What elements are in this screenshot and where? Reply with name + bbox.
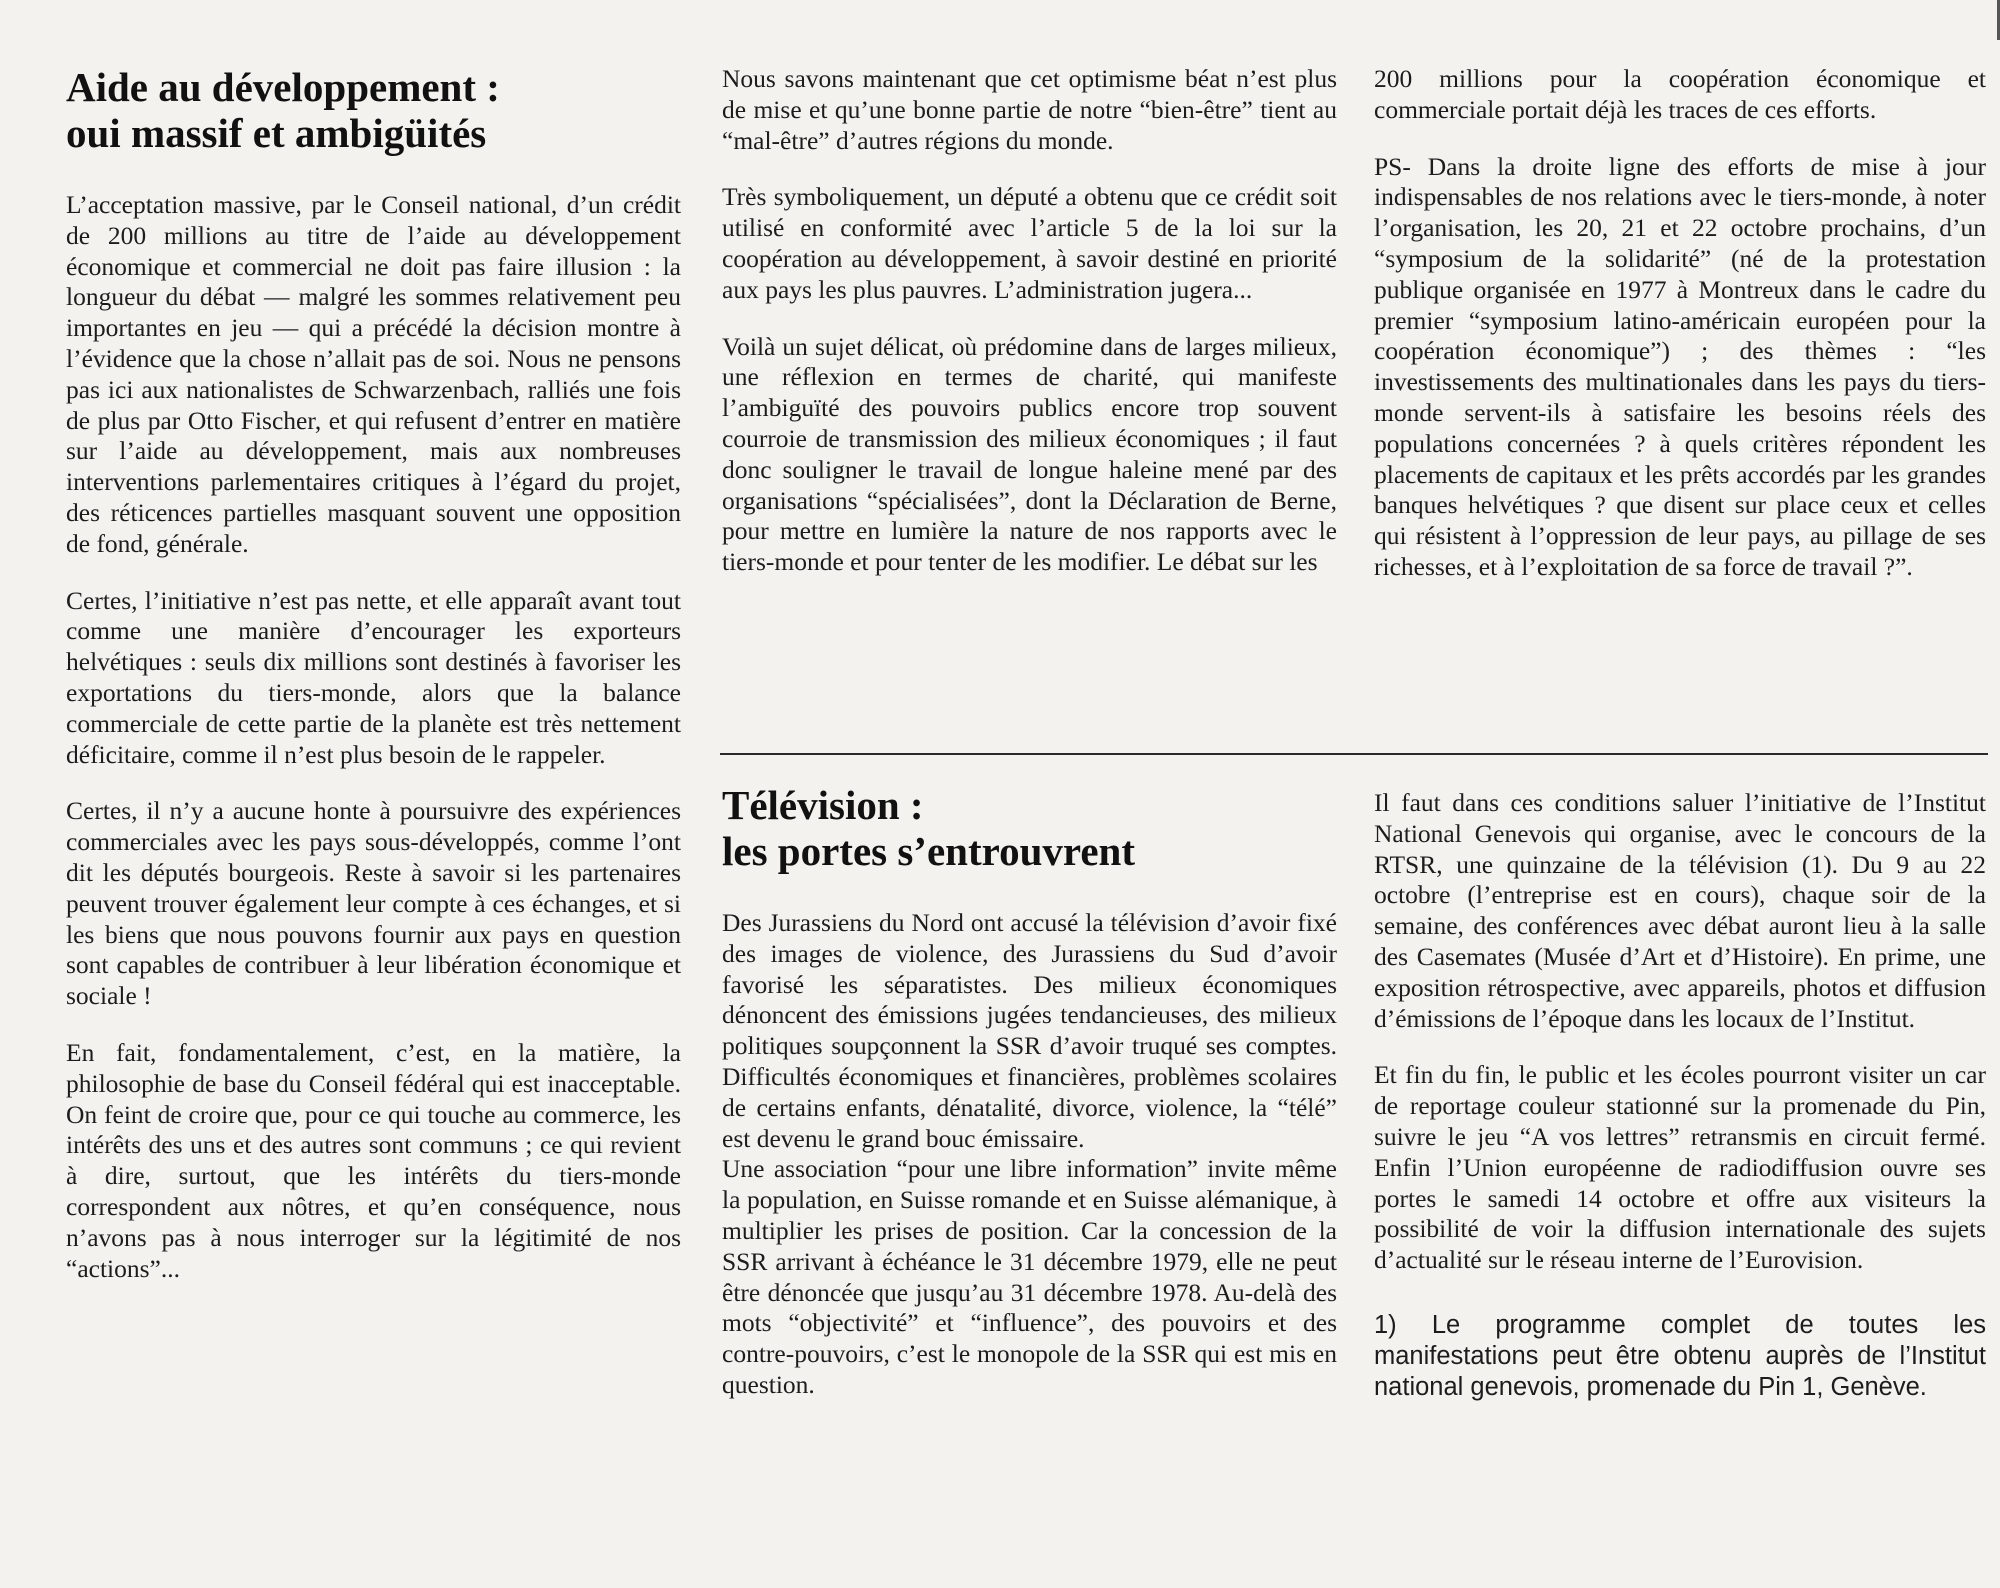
paragraph: L’acceptation massive, par le Conseil national, d’un crédit de 200 millions au titre de l’aide au développement économique et commercial ne doit pas faire illusion : la longueur du débat — malgré les sommes relativement peu importantes en jeu — qui a précédé la décision montre à l’évidence que la chose n’allait pas de soi. Nous ne pensons pas ici aux nationalistes de Schwarzenbach, ralliés une fois de plus par Otto Fischer, et qui refusent d’entrer en matière sur l’aide au développement, mais aux nombreuses interventions parlementaires critiques à l’égard du projet, des réticences partielles masquant souvent une opposition de fond, générale. xyxy=(66,190,681,558)
headline-line-1: Télévision : xyxy=(722,782,924,828)
paragraph: Des Jurassiens du Nord ont accusé la télévision d’avoir fixé des images de violence, des Jurassiens du Sud d’avoir favorisé les séparatistes. Des milieux économiques dénoncent des émissions jugées tendancieuses, des milieux politiques soupçonnent la SSR d’avoir truqué ses comptes. Difficultés économiques et financières, problèmes scolaires de certains enfants, dénatalité, divorce, violence, la “télé” est devenu le grand bouc émissaire. xyxy=(722,908,1337,1153)
article-aide-column-1 xyxy=(66,64,681,1284)
article-television-headline xyxy=(722,782,1337,874)
paragraph: Voilà un sujet délicat, où prédomine dans de larges milieux, une réflexion en termes de charité, qui manifeste l’ambiguïté des pouvoirs publics encore trop souvent courroie de transmission des milieux économiques ; il faut donc souligner le travail de longue haleine mené par des organisations “spécialisées”, dont la Déclaration de Berne, pour mettre en lumière la nature de nos rapports avec le tiers-monde et pour tenter de les modifier. Le débat sur les xyxy=(722,331,1337,577)
article-television-column-2 xyxy=(1374,788,1986,1428)
page-edge-mark xyxy=(1983,0,2000,40)
paragraph: Nous savons maintenant que cet optimisme béat n’est plus de mise et qu’une bonne partie de notre “bien-être” tient au “mal-être” d’autres régions du monde. xyxy=(722,64,1337,155)
paragraph: Certes, il n’y a aucune honte à poursuivre des expériences commerciales avec les pays sous-développés, comme l’ont dit les députés bourgeois. Reste à savoir si les partenaires peuvent trouver également leur compte à ces échanges, et si les biens que nous pouvons fournir aux pays en question sont capables de contribuer à leur libération économique et sociale ! xyxy=(66,796,681,1011)
paragraph: Certes, l’initiative n’est pas nette, et elle apparaît avant tout comme une manière d’encourager les exporteurs helvétiques : seuls dix millions sont destinés à favoriser les exportations du tiers-monde, alors que la balance commerciale de cette partie de la planète est très nettement déficitaire, comme il n’est plus besoin de le rappeler. xyxy=(66,585,681,769)
headline-line-2: oui massif et ambigüités xyxy=(66,110,487,156)
paragraph: Très symboliquement, un député a obtenu que ce crédit soit utilisé en conformité avec l’article 5 de la loi sur la coopération au développement, à savoir destiné en priorité aux pays les plus pauvres. L’administration jugera... xyxy=(722,182,1337,304)
headline-line-2: les portes s’entrouvrent xyxy=(722,828,1135,874)
paragraph: Une association “pour une libre information” invite même la population, en Suisse romande et en Suisse alémanique, à multiplier les prises de position. Car la concession de la SSR arrivant à échéance le 31 décembre 1979, elle ne peut être dénoncée que jusqu’au 31 décembre 1978. Au-delà des mots “objectivité” et “influence”, des pouvoirs et des contre-pouvoirs, c’est le monopole de la SSR qui est mis en question. xyxy=(722,1154,1337,1399)
section-divider xyxy=(720,753,1988,755)
footnote: 1) Le programme complet de toutes les manifestations peut être obtenu auprès de l’Institut national genevois, promenade du Pin 1, Genève. xyxy=(1374,1310,1986,1401)
headline-line-1: Aide au développement : xyxy=(66,64,500,110)
article-aide-headline xyxy=(66,64,681,156)
paragraph: 200 millions pour la coopération économique et commerciale portait déjà les traces de ces efforts. xyxy=(1374,64,1986,124)
article-aide-column-3 xyxy=(1374,64,1986,583)
paragraph: PS- Dans la droite ligne des efforts de mise à jour indispensables de nos relations avec le tiers-monde, à noter l’organisation, les 20, 21 et 22 octobre prochains, d’un “symposium de la solidarité” (né de la protestation publique organisée en 1977 à Montreux dans le cadre du premier “symposium latino-américain européen pour la coopération économique”) ; des thèmes : “les investissements des multinationales dans les pays du tiers-monde servent-ils à satisfaire les besoins réels des populations concernées ? à quels critères répondent les placements de capitaux et les prêts accordés par les grandes banques helvétiques ? que disent sur place ceux et celles qui résistent à l’oppression de leur pays, au pillage de ses richesses, et à l’exploitation de sa force de travail ?”. xyxy=(1374,151,1986,581)
article-television-column-1 xyxy=(722,782,1337,1401)
paragraph: Et fin du fin, le public et les écoles pourront visiter un car de reportage couleur stationné sur la promenade du Pin, suivre le jeu “A vos lettres” retransmis en circuit fermé. Enfin l’Union européenne de radiodiffusion ouvre ses portes le samedi 14 octobre et offre aux visiteurs la possibilité de voir la diffusion internationale des sujets d’actualité sur le réseau interne de l’Eurovision. xyxy=(1374,1060,1986,1275)
paragraph: En fait, fondamentalement, c’est, en la matière, la philosophie de base du Conseil fédéral qui est inacceptable. On feint de croire que, pour ce qui touche au commerce, les intérêts des uns et des autres sont communs ; ce qui revient à dire, surtout, que les intérêts du tiers-monde correspondent aux nôtres, et qu’en conséquence, nous n’avons pas à nous interroger sur la légitimité de nos “actions”... xyxy=(66,1037,681,1283)
article-aide-column-2 xyxy=(722,64,1337,578)
paragraph: Il faut dans ces conditions saluer l’initiative de l’Institut National Genevois qui organise, avec le concours de la RTSR, une quinzaine de la télévision (1). Du 9 au 22 octobre (l’entreprise est en cours), chaque soir de la semaine, des conférences avec débat auront lieu à la salle des Casemates (Musée d’Art et d’Histoire). En prime, une exposition rétrospective, avec appareils, photos et diffusion d’émissions de l’époque dans les locaux de l’Institut. xyxy=(1374,788,1986,1033)
